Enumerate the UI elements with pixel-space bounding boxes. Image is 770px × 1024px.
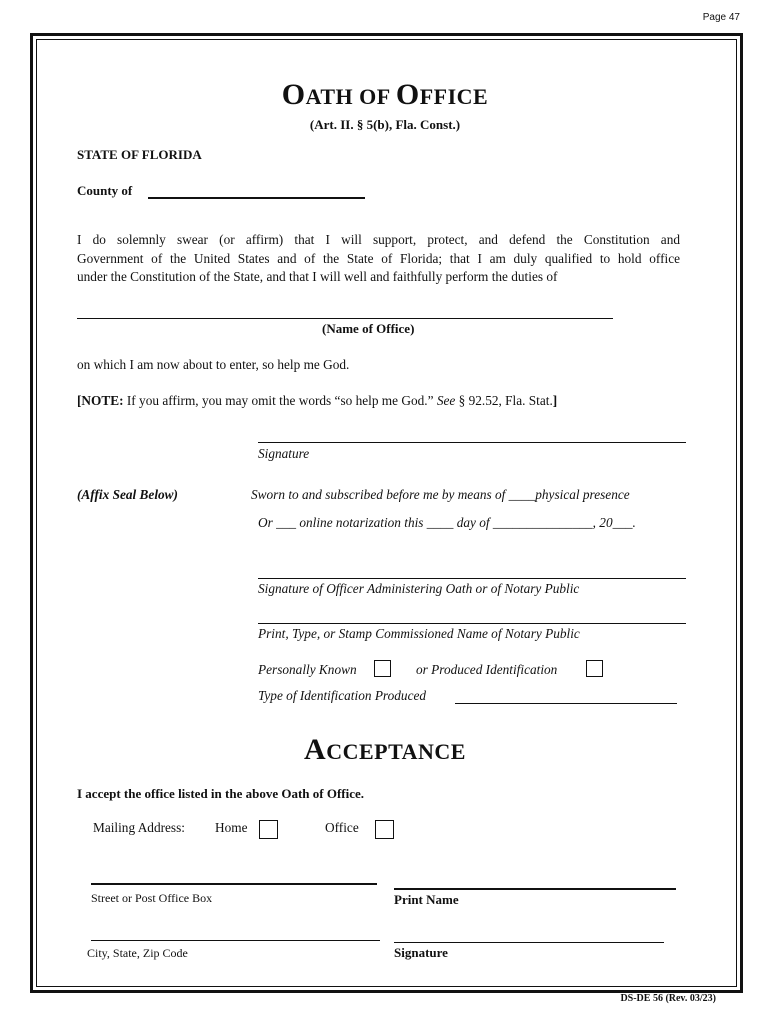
officer-signature-label: Signature of Officer Administering Oath or of Notary Public (258, 581, 580, 596)
county-label: County of (77, 183, 133, 198)
signature-field[interactable] (258, 442, 686, 443)
mailing-address-label: Mailing Address: (93, 820, 185, 835)
page-number: Page 47 (702, 12, 740, 23)
name-of-office-label: (Name of Office) (322, 321, 415, 336)
street-field[interactable] (91, 883, 377, 885)
enter-statement: on which I am now about to enter, so help me God. (77, 357, 350, 372)
id-type-label: Type of Identification Produced (258, 688, 427, 703)
print-name-label: Print Name (394, 892, 459, 907)
oath-line: under the Constitution of the State, and that I will well and faithfully perform the duties of (77, 269, 558, 284)
sworn-statement: Sworn to and subscribed before me by means of ____physical presence (251, 487, 630, 502)
city-state-zip-field[interactable] (91, 940, 380, 941)
accept-statement: I accept the office listed in the above Oath of Office. (77, 786, 365, 801)
online-notarization-statement: Or ___ online notarization this ____ day of _______________, 20___. (258, 515, 636, 530)
name-of-office-field[interactable] (77, 318, 613, 319)
form-border-inner (36, 39, 737, 987)
acceptance-title: ACCEPTANCE (304, 733, 466, 766)
street-label: Street or Post Office Box (91, 891, 213, 905)
office-label: Office (325, 820, 359, 835)
form-subtitle: (Art. II. § 5(b), Fla. Const.) (309, 117, 461, 132)
personally-known-checkbox[interactable] (374, 660, 391, 677)
oath-line: Government of the United States and of the State of Florida; that I am duly qualified to hold office (77, 250, 680, 266)
print-name-field[interactable] (394, 888, 676, 890)
home-label: Home (215, 820, 248, 835)
form-title: OATH OF OFFICE (281, 78, 489, 111)
affix-seal-label: (Affix Seal Below) (77, 487, 178, 502)
home-checkbox[interactable] (259, 820, 278, 839)
signature-bottom-label: Signature (394, 945, 448, 960)
officer-signature-field[interactable] (258, 578, 686, 579)
oath-paragraph (77, 231, 680, 287)
oath-line: I do solemnly swear (or affirm) that I will support, protect, and defend the Constitution and (77, 232, 680, 247)
notary-name-label: Print, Type, or Stamp Commissioned Name of Notary Public (258, 626, 580, 641)
note-text: [NOTE: If you affirm, you may omit the words “so help me God.” See § 92.52, Fla. Stat.] (77, 393, 558, 408)
signature-bottom-field[interactable] (394, 942, 664, 943)
office-checkbox[interactable] (375, 820, 394, 839)
produced-id-checkbox[interactable] (586, 660, 603, 677)
city-state-zip-label: City, State, Zip Code (87, 946, 188, 960)
form-id: DS-DE 56 (Rev. 03/23) (620, 993, 716, 1004)
signature-label: Signature (258, 446, 310, 461)
notary-name-field[interactable] (258, 623, 686, 624)
produced-id-label: or Produced Identification (416, 662, 558, 677)
id-type-field[interactable] (455, 703, 677, 704)
state-heading: STATE OF FLORIDA (77, 147, 202, 162)
county-field[interactable] (148, 197, 365, 199)
personally-known-label: Personally Known (258, 662, 357, 677)
